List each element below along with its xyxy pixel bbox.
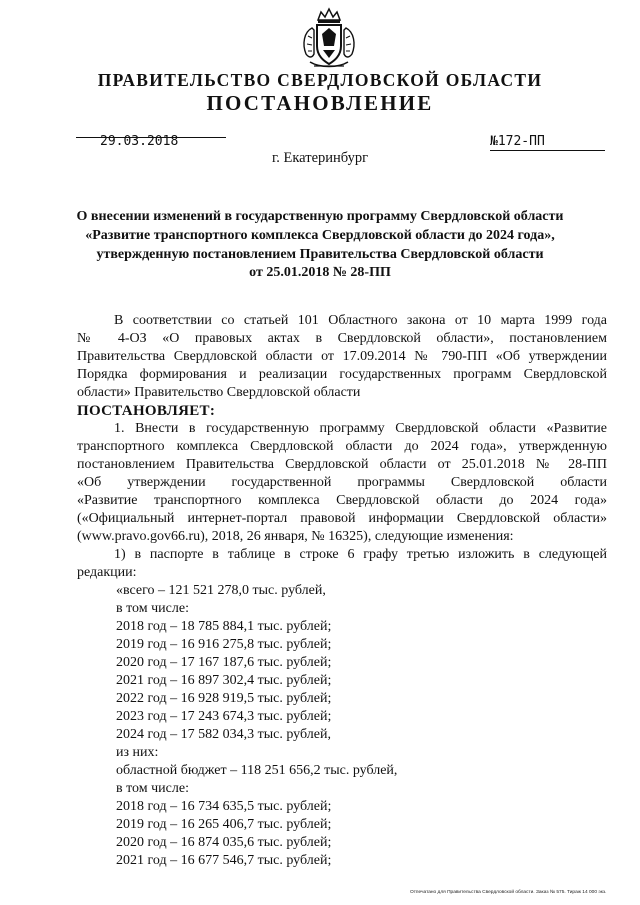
figure-line: 2019 год – 16 265 406,7 тыс. рублей;: [116, 817, 332, 832]
subitem1-line: 1) в паспорте в таблице в строке 6 графу третью изложить в следующей: [114, 547, 607, 562]
city: г. Екатеринбург: [271, 150, 369, 166]
figure-line: 2018 год – 16 734 635,5 тыс. рублей;: [116, 799, 332, 814]
preamble-line: В соответствии со статьей 101 Областного закона от 10 марта 1999 года: [114, 313, 607, 328]
document-heading: [60, 208, 580, 283]
figure-line: в том числе:: [116, 781, 189, 796]
document-number: №172-ПП: [490, 134, 545, 149]
preamble-line: области» Правительство Свердловской области: [77, 385, 361, 400]
figure-line: 2020 год – 17 167 187,6 тыс. рублей;: [116, 655, 332, 670]
heading-line: от 25.01.2018 № 28-ПП: [249, 265, 391, 281]
figure-line: 2019 год – 16 916 275,8 тыс. рублей;: [116, 637, 332, 652]
figure-line: в том числе:: [116, 601, 189, 616]
item1-line: («Официальный интернет-портал правовой информации Свердловской области»: [77, 511, 607, 526]
subitem1-line: редакции:: [77, 565, 137, 580]
preamble-line: Порядка формирования и реализации государственных программ Свердловской: [77, 367, 607, 382]
preamble-line: Правительства Свердловской области от 17.09.2014 № 790-ПП «Об утверждении: [77, 349, 607, 364]
figure-line: 2024 год – 17 582 034,3 тыс. рублей,: [116, 727, 331, 742]
figure-line: 2018 год – 18 785 884,1 тыс. рублей;: [116, 619, 332, 634]
preamble-line: № 4-ОЗ «О правовых актах в Свердловской области», постановлением: [77, 331, 607, 346]
figure-line: 2021 год – 16 897 302,4 тыс. рублей;: [116, 673, 332, 688]
figure-line: областной бюджет – 118 251 656,2 тыс. рублей,: [116, 763, 398, 778]
heading-line: О внесении изменений в государственную программу Свердловской области: [76, 209, 564, 224]
figure-line: «всего – 121 521 278,0 тыс. рублей,: [116, 583, 326, 598]
item1-line: транспортного комплекса Свердловской области до 2024 года», утвержденную: [77, 439, 607, 454]
item1-line: (www.pravo.gov66.ru), 2018, 26 января, № 16325), следующие изменения:: [77, 529, 514, 544]
item1-line: «Об утверждении государственной программы Свердловской области: [77, 475, 607, 490]
document-body: [77, 312, 607, 870]
figure-line: 2021 год – 16 677 546,7 тыс. рублей;: [116, 853, 332, 868]
figure-line: из них:: [116, 745, 159, 760]
heading-line: «Развитие транспортного комплекса Свердловской области до 2024 года»,: [85, 227, 555, 243]
figure-line: 2023 год – 17 243 674,3 тыс. рублей;: [116, 709, 332, 724]
heading-line: утвержденную постановлением Правительства Свердловской области: [96, 246, 544, 262]
item1-line: 1. Внести в государственную программу Свердловской области «Развитие: [114, 421, 607, 436]
figure-line: 2022 год – 16 928 919,5 тыс. рублей;: [116, 691, 332, 706]
item1-line: постановлением Правительства Свердловской области от 25.01.2018 № 28-ПП: [77, 457, 607, 472]
coat-of-arms-icon: [296, 6, 362, 72]
figure-line: 2020 год – 16 874 035,6 тыс. рублей;: [116, 835, 332, 850]
resolves-label: ПОСТАНОВЛЯЕТ:: [77, 403, 216, 419]
item1-line: «Развитие транспортного комплекса Свердловской области до 2024 года»: [77, 493, 607, 508]
government-name: ПРАВИТЕЛЬСТВО СВЕРДЛОВСКОЙ ОБЛАСТИ: [97, 70, 543, 90]
document-type: ПОСТАНОВЛЕНИЕ: [206, 91, 434, 115]
document-date: 29.03.2018: [100, 134, 179, 149]
print-footer: Отпечатано для Правительства Свердловской области. Заказ № 575. Тираж 14 000 экз.: [410, 890, 607, 895]
